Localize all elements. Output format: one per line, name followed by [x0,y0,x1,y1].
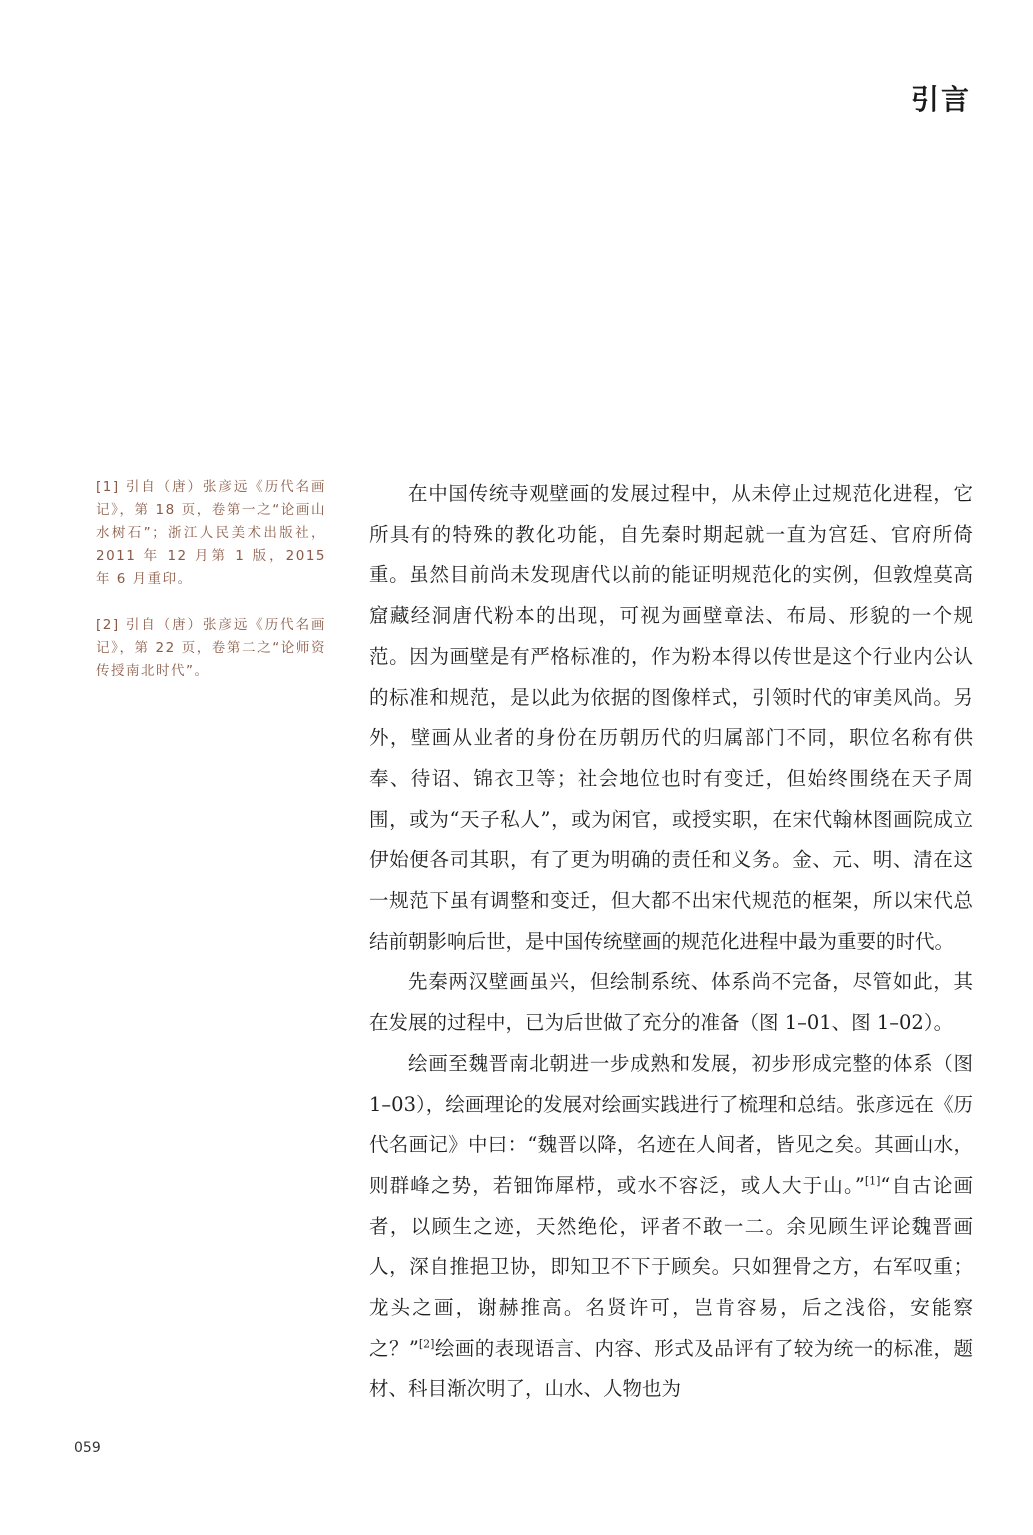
page-number: 059 [74,1440,101,1456]
footnotes-column [96,476,326,706]
paragraph-3-part-b: “自古论画者，以顾生之迹，天然绝伦，评者不敢一二。余见顾生评论魏晋画人，深自推挹卫协，即知卫不下于顾矣。只如狸骨之方，右军叹重；龙头之画，谢赫推高。名贤许可，岂肯容易，后之浅俗，安能察之？” [369,1173,973,1360]
paragraph-2: 先秦两汉壁画虽兴，但绘制系统、体系尚不完备，尽管如此，其在发展的过程中，已为后世做了充分的准备（图 1–01、图 1–02）。 [369,970,973,1035]
paragraph-3-part-a: 绘画至魏晋南北朝进一步成熟和发展，初步形成完整的体系（图 1–03），绘画理论的发展对绘画实践进行了梳理和总结。张彦远在《历代名画记》中曰：“魏晋以降，名迹在人间者，皆见之矣。其画山水，则群峰之势，若钿饰犀栉，或水不容泛，或人大于山。” [369,1051,973,1197]
paragraph-3-part-c: 绘画的表现语言、内容、形式及品评有了较为统一的标准，题材、科目渐次明了，山水、人物也为 [369,1336,973,1401]
main-text [369,474,973,1410]
footnote-ref-2: [2] [418,1337,435,1351]
page-title: 引言 [910,83,971,116]
paragraph-3 [369,1044,973,1410]
paragraph-1: 在中国传统寺观壁画的发展过程中，从未停止过规范化进程，它所具有的特殊的教化功能，自先秦时期起就一直为宫廷、官府所倚重。虽然目前尚未发现唐代以前的能证明规范化的实例，但敦煌莫高窟藏经洞唐代粉本的出现，可视为画壁章法、布局、形貌的一个规范。因为画壁是有严格标准的，作为粉本得以传世是这个行业内公认的标准和规范，是以此为依据的图像样式，引领时代的审美风尚。另外，壁画从业者的身份在历朝历代的归属部门不同，职位名称有供奉、待诏、锦衣卫等；社会地位也时有变迁，但始终围绕在天子周围，或为“天子私人”，或为闲官，或授实职，在宋代翰林图画院成立伊始便各司其职，有了更为明确的责任和义务。金、元、明、清在这一规范下虽有调整和变迁，但大都不出宋代规范的框架，所以宋代总结前朝影响后世，是中国传统壁画的规范化进程中最为重要的时代。 [369,482,973,953]
footnote-2: [2] 引自（唐）张彦远《历代名画记》，第 22 页，卷第二之“论师资传授南北时代”。 [96,617,326,679]
footnote-ref-1: [1] [864,1174,881,1188]
footnote-1: [1] 引自（唐）张彦远《历代名画记》，第 18 页，卷第一之“论画山水树石”；浙江人民美术出版社，2011 年 12 月第 1 版，2015 年 6 月重印。 [96,479,326,587]
